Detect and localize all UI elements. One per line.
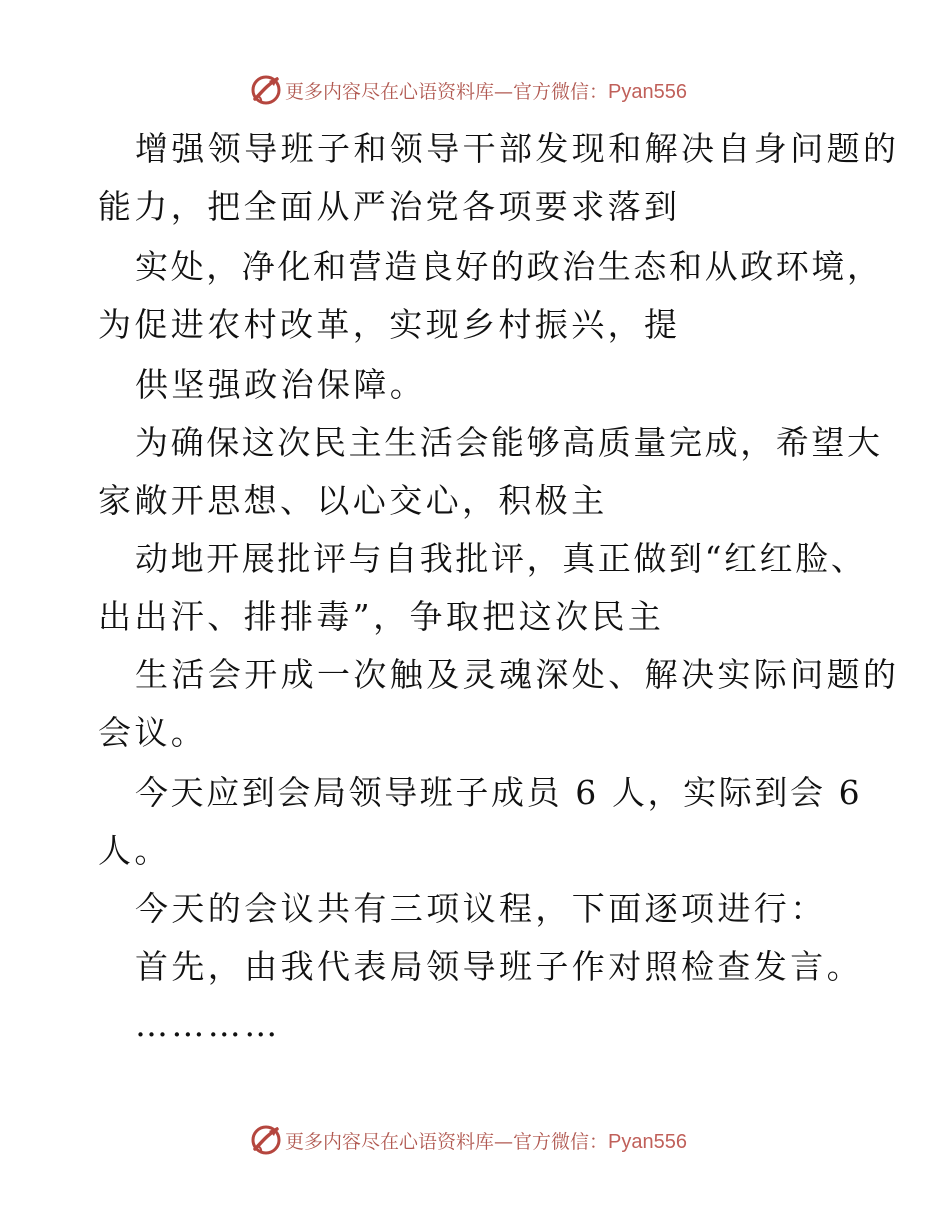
paragraph-line: 出出汗、排排毒”，争取把这次民主 xyxy=(98,597,665,636)
ellipsis-line: ………… xyxy=(135,1005,281,1044)
paragraph-line: 生活会开成一次触及灵魂深处、解决实际问题的 xyxy=(135,655,900,694)
header-site-text: 更多内容尽在心语资料库 xyxy=(285,80,495,103)
header-banner xyxy=(0,70,950,110)
footer-separator: — xyxy=(494,1130,514,1153)
paragraph-line: 能力，把全面从严治党各项要求落到 xyxy=(98,187,681,226)
paragraph-line: 为确保这次民主生活会能够高质量完成，希望大 xyxy=(135,423,883,462)
paragraph-line: 家敞开思想、以心交心，积极主 xyxy=(98,481,608,520)
paragraph-line: 会议。 xyxy=(98,713,208,752)
footer-banner xyxy=(0,1120,950,1160)
paragraph-line: 实处，净化和营造良好的政治生态和从政环境， xyxy=(135,247,883,286)
paragraph-line: 今天的会议共有三项议程，下面逐项进行： xyxy=(135,889,827,928)
paragraph-line: 首先，由我代表局领导班子作对照检查发言。 xyxy=(135,947,863,986)
pen-logo-icon xyxy=(249,1123,283,1157)
header-wechat-id: Pyan556 xyxy=(608,80,687,103)
paragraph-line: 为促进农村改革，实现乡村振兴，提 xyxy=(98,305,681,344)
header-separator: — xyxy=(494,80,514,103)
paragraph-line: 今天应到会局领导班子成员 6 人，实际到会 6 xyxy=(135,773,863,812)
paragraph-line: 动地开展批评与自我批评，真正做到“红红脸、 xyxy=(135,539,867,578)
footer-wechat-id: Pyan556 xyxy=(608,1130,687,1153)
footer-site-text: 更多内容尽在心语资料库 xyxy=(285,1130,495,1153)
footer-wechat-label: 官方微信： xyxy=(513,1130,609,1153)
header-wechat-label: 官方微信： xyxy=(513,80,609,103)
paragraph-line: 供坚强政治保障。 xyxy=(135,365,427,404)
paragraph-line: 增强领导班子和领导干部发现和解决自身问题的 xyxy=(135,129,900,168)
pen-logo-icon xyxy=(249,73,283,107)
paragraph-line: 人。 xyxy=(98,831,171,870)
